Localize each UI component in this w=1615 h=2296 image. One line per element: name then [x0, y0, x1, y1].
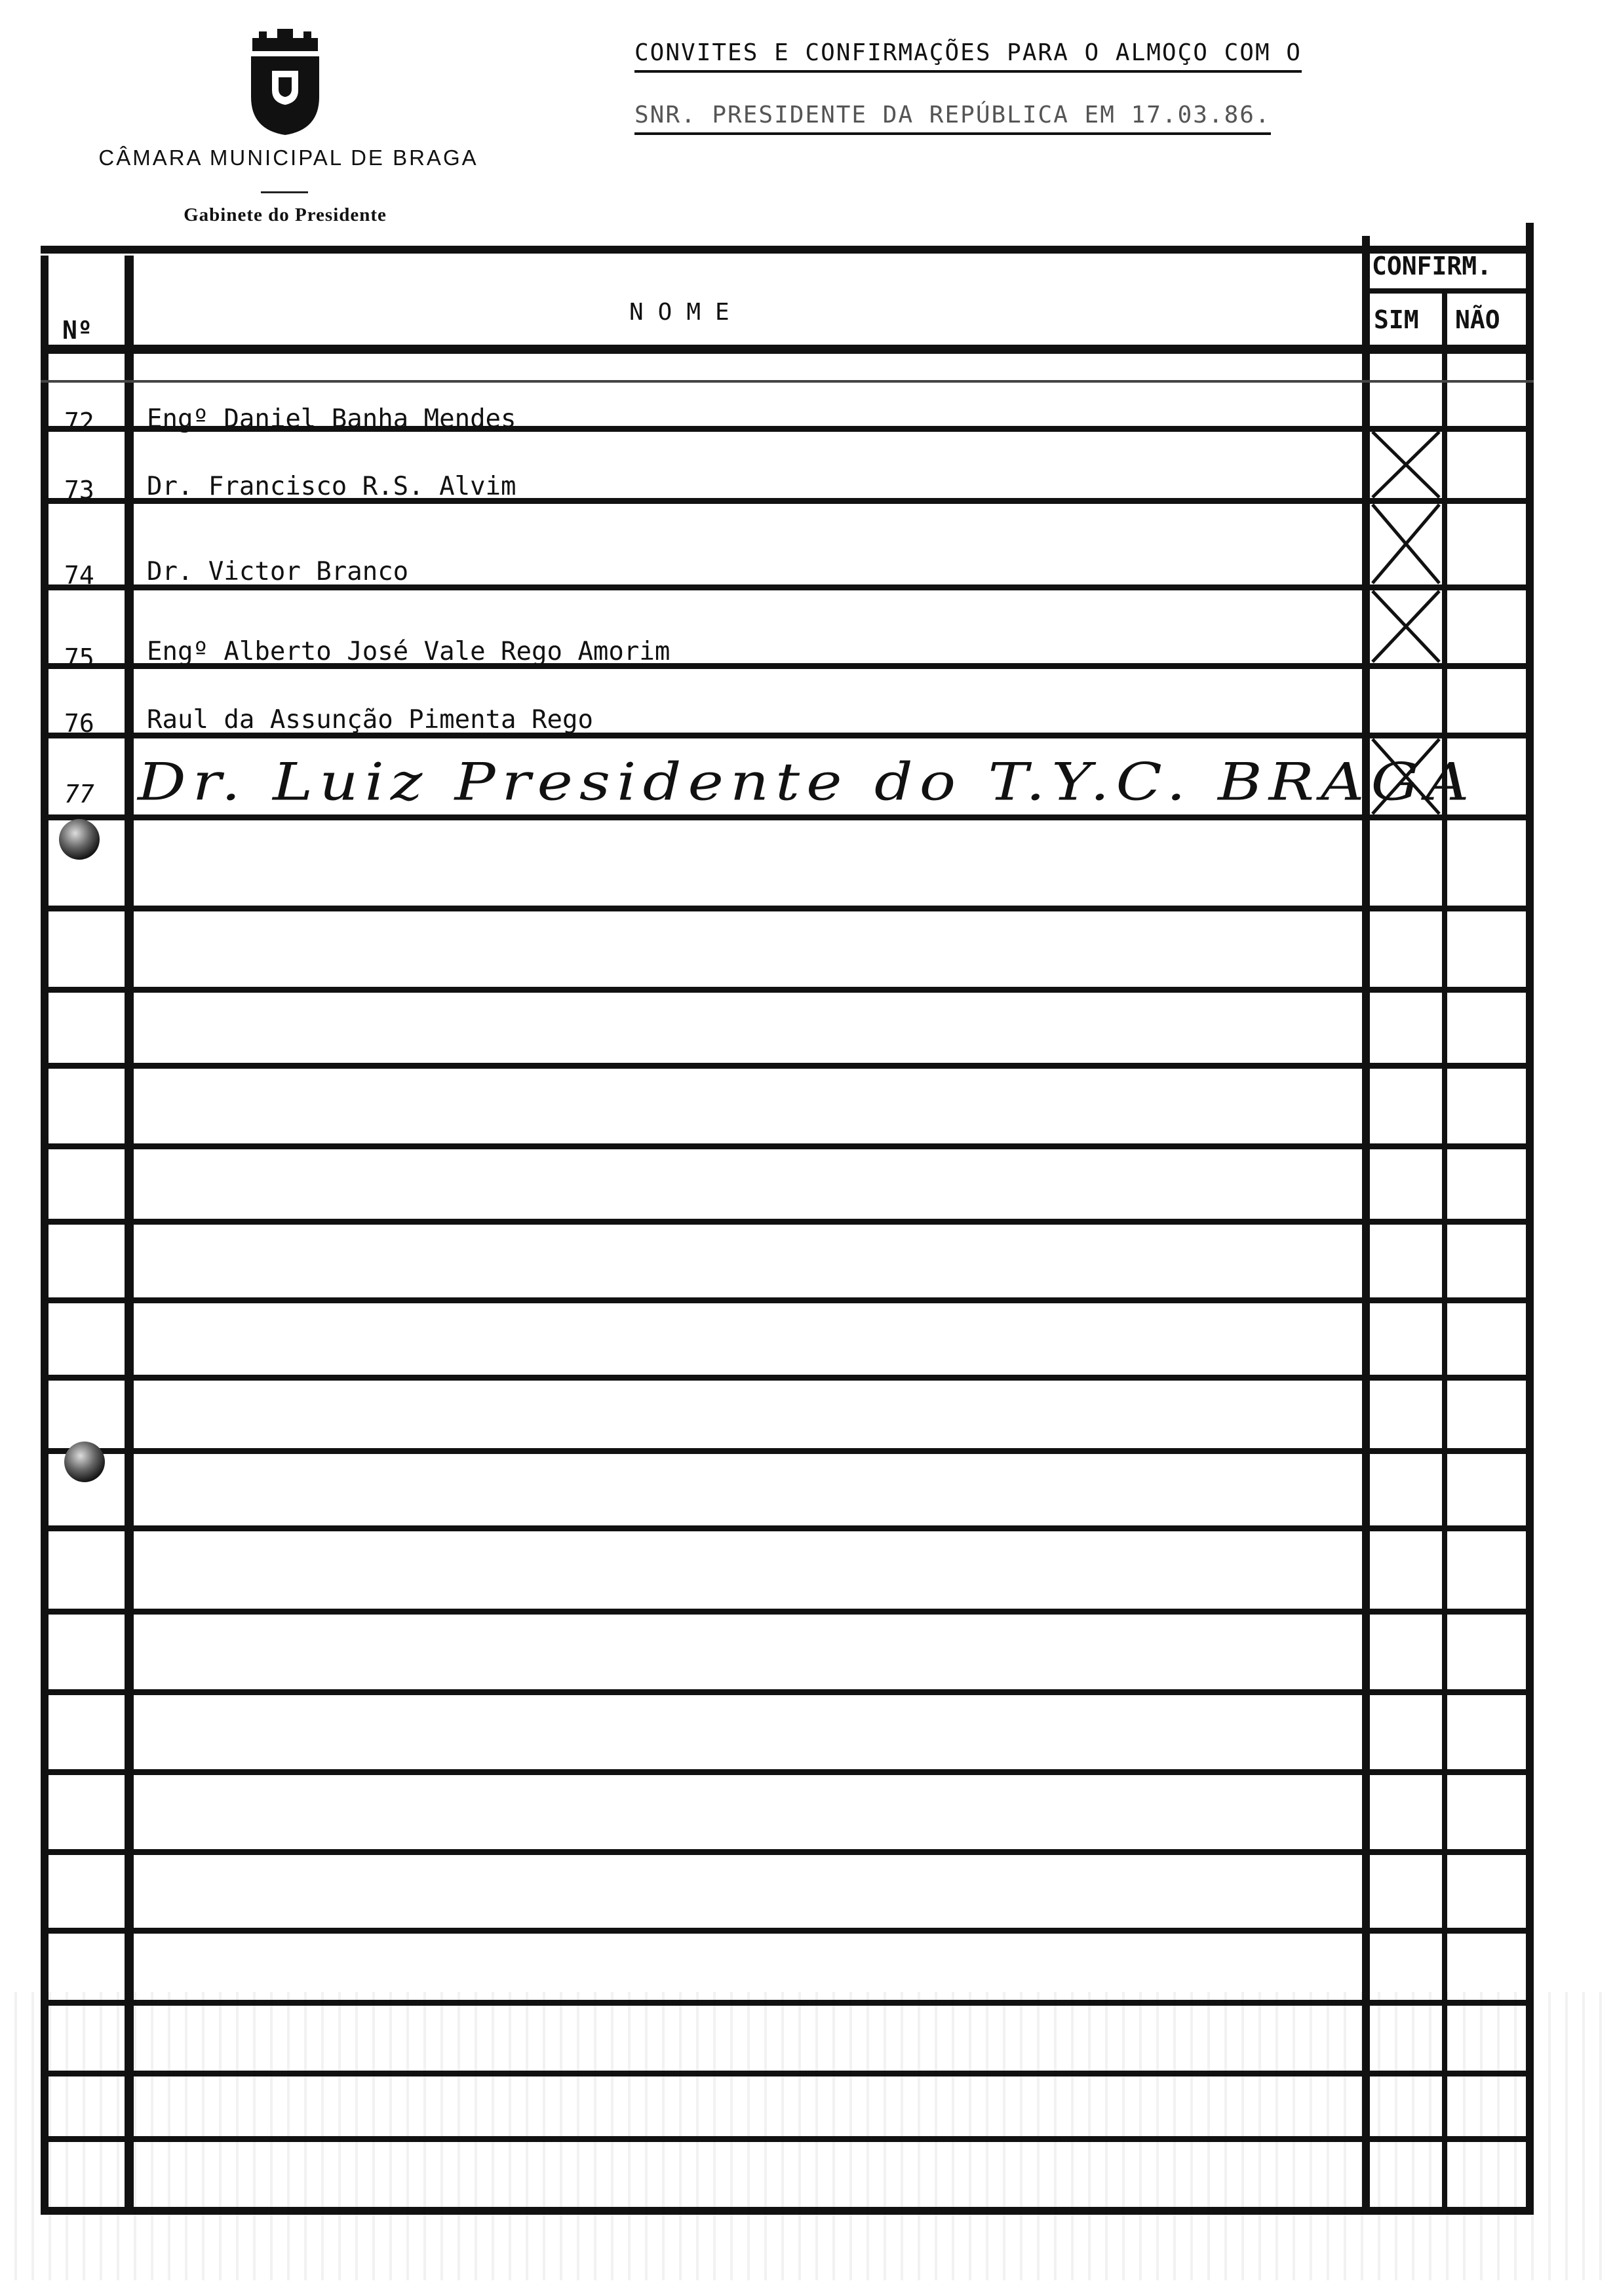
- document-title-line-2: SNR. PRESIDENTE DA REPÚBLICA EM 17.03.86.: [634, 102, 1271, 135]
- guest-name: Engº Alberto José Vale Rego Amorim: [147, 637, 671, 666]
- row-number: 74: [64, 561, 94, 590]
- row-divider: [41, 2071, 1534, 2076]
- row-divider: [41, 1297, 1534, 1303]
- header-bottom-rule: [41, 345, 1534, 354]
- row-number: 76: [64, 709, 94, 738]
- check-mark-x-icon: [1370, 588, 1442, 664]
- header-sub-rule: [41, 380, 1534, 383]
- punch-hole: [64, 1442, 105, 1482]
- organization-name: CÂMARA MUNICIPAL DE BRAGA: [98, 145, 478, 170]
- table-border-bottom: [41, 2207, 1534, 2215]
- column-header-yes: SIM: [1374, 305, 1419, 334]
- table-border-left: [41, 256, 49, 2215]
- row-divider: [41, 1769, 1534, 1775]
- row-divider: [41, 1689, 1534, 1695]
- row-divider: [41, 906, 1534, 911]
- check-mark-x-icon: [1370, 737, 1442, 816]
- row-divider: [41, 1609, 1534, 1615]
- row-divider: [41, 1063, 1534, 1069]
- column-header-confirm: CONFIRM.: [1372, 252, 1492, 280]
- punch-hole: [59, 819, 100, 860]
- row-divider: [41, 1849, 1534, 1855]
- row-divider: [41, 814, 1534, 820]
- column-header-no: NÃO: [1455, 305, 1500, 334]
- row-divider: [41, 1448, 1534, 1454]
- divider: [261, 191, 308, 193]
- guest-name: Dr. Victor Branco: [147, 557, 409, 586]
- confirm-header-rule: [1362, 288, 1534, 294]
- column-header-number: Nº: [62, 316, 92, 345]
- row-divider: [41, 1928, 1534, 1934]
- guest-name: Raul da Assunção Pimenta Rego: [147, 705, 593, 735]
- row-number: 75: [64, 643, 94, 672]
- row-number: 73: [64, 476, 94, 505]
- document-title-line-1: CONVITES E CONFIRMAÇÕES PARA O ALMOÇO COM O: [634, 39, 1302, 73]
- row-divider: [41, 1375, 1534, 1381]
- row-divider: [41, 2000, 1534, 2006]
- table-border-top: [41, 246, 1534, 254]
- row-number: 77: [64, 780, 94, 809]
- row-divider: [41, 987, 1534, 993]
- guest-name: Dr. Francisco R.S. Alvim: [147, 472, 516, 501]
- row-divider: [41, 1525, 1534, 1531]
- column-divider-sim: [1362, 236, 1370, 2215]
- row-number: 72: [64, 408, 94, 436]
- row-divider: [41, 1143, 1534, 1149]
- row-divider: [41, 2136, 1534, 2142]
- column-divider-nao: [1442, 288, 1447, 2215]
- check-mark-x-icon: [1370, 502, 1442, 586]
- handwritten-guest-name: Dr. Luiz Presidente do T.Y.C. BRAGA: [138, 752, 1476, 812]
- row-divider: [41, 1219, 1534, 1225]
- coat-of-arms-icon: [246, 25, 324, 136]
- cabinet-label: Gabinete do Presidente: [184, 204, 387, 225]
- column-divider-number: [125, 256, 134, 2215]
- guest-name: Engº Daniel Banha Mendes: [147, 404, 516, 434]
- check-mark-x-icon: [1370, 429, 1442, 500]
- column-header-name: NOME: [629, 299, 744, 326]
